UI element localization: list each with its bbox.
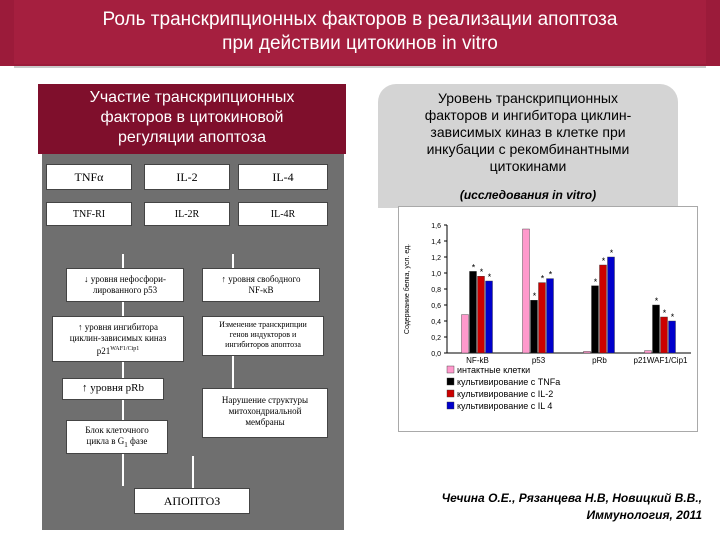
chart-bar bbox=[486, 281, 493, 353]
y-tick-label: 0,0 bbox=[431, 351, 441, 358]
significance-star: * bbox=[662, 308, 667, 318]
left-title-line-3: регуляции апоптоза bbox=[118, 129, 266, 146]
legend-label: интактные клетки bbox=[457, 365, 531, 375]
y-axis-label: Содержание белка, усл. ед. bbox=[404, 243, 411, 335]
chart-bar bbox=[478, 276, 485, 353]
legend-label: культивирование с TNFa bbox=[457, 377, 561, 387]
significance-star: * bbox=[670, 312, 675, 322]
slide-header bbox=[0, 0, 720, 66]
right-title-line-4: инкубации с рекомбинантными bbox=[426, 141, 630, 157]
significance-star: * bbox=[593, 276, 598, 287]
x-category-label: p53 bbox=[531, 356, 546, 365]
slide-title-line-1: Роль транскрипционных факторов в реализации апоптоза bbox=[102, 9, 618, 30]
x-category-label: NF-kB bbox=[466, 356, 489, 365]
node-mito-line-3: мембраны bbox=[245, 417, 285, 427]
chart-panel bbox=[398, 206, 698, 432]
block-g-subscript: 1 bbox=[124, 440, 128, 449]
node-block-line-2 bbox=[67, 436, 167, 451]
chart-bar bbox=[592, 286, 599, 353]
chart-bar bbox=[645, 351, 652, 353]
chart-bar bbox=[539, 283, 546, 353]
right-panel-title bbox=[378, 90, 678, 175]
apoptosis-flow-diagram bbox=[42, 154, 344, 530]
y-tick-label: 1,0 bbox=[431, 271, 441, 278]
chart-bar bbox=[531, 300, 538, 353]
y-tick-label: 1,2 bbox=[431, 255, 441, 262]
connector-line bbox=[232, 350, 234, 390]
legend-label: культивирование с IL-2 bbox=[457, 389, 554, 399]
significance-star: * bbox=[479, 267, 484, 278]
node-p53-line-2: лированного р53 bbox=[92, 285, 158, 295]
significance-star: * bbox=[487, 272, 492, 282]
cytokine-tnfa: TNFα bbox=[46, 164, 132, 190]
node-inhib-line-3 bbox=[53, 344, 183, 357]
legend-swatch bbox=[447, 390, 454, 397]
left-title-line-2: факторов в цитокиновой bbox=[100, 109, 284, 126]
significance-star: * bbox=[471, 262, 476, 273]
receptor-il4r: IL-4R bbox=[238, 202, 328, 226]
node-p53-decrease bbox=[66, 268, 184, 302]
protein-level-chart bbox=[399, 207, 697, 431]
chart-bar bbox=[523, 229, 530, 353]
node-inhib-line-2: циклин-зависимых киназ bbox=[69, 333, 167, 343]
citation-line-1: Чечина О.Е., Рязанцева Н.В, Новицкий В.В., bbox=[441, 491, 702, 505]
node-mito-line-1: Нарушение структуры bbox=[221, 395, 309, 405]
header-divider bbox=[14, 66, 706, 68]
significance-star: * bbox=[601, 256, 606, 266]
receptor-il2r: IL-2R bbox=[144, 202, 230, 226]
p21-label: р21 bbox=[96, 346, 111, 356]
cytokine-il2: IL-2 bbox=[144, 164, 230, 190]
legend-swatch bbox=[447, 366, 454, 373]
right-title-line-3: зависимых киназ в клетке при bbox=[430, 124, 626, 140]
receptor-tnfri: TNF-RI bbox=[46, 202, 132, 226]
connector-line bbox=[122, 450, 124, 486]
node-block-line-1: Блок клеточного bbox=[85, 425, 149, 435]
node-mitochondrial-membrane bbox=[202, 388, 328, 438]
legend-swatch bbox=[447, 402, 454, 409]
right-title-line-5: цитокинами bbox=[489, 158, 567, 174]
left-panel-title bbox=[38, 88, 346, 148]
node-genes-line-3: ингибиторов апоптоза bbox=[225, 340, 301, 349]
p21-superscript: WAF1/Cip1 bbox=[110, 346, 140, 352]
significance-star: * bbox=[540, 273, 545, 284]
chart-bar bbox=[608, 257, 615, 353]
chart-bar bbox=[547, 279, 554, 353]
node-genes-line-2: генов индукторов и bbox=[229, 330, 297, 339]
chart-bar bbox=[653, 305, 660, 353]
legend-label: культивирование с IL 4 bbox=[457, 401, 553, 411]
node-nfkb-increase bbox=[202, 268, 320, 302]
chart-bar bbox=[669, 321, 676, 353]
x-category-label: p21WAF1/Cip1 bbox=[633, 356, 688, 365]
significance-star: * bbox=[548, 269, 553, 280]
node-genes-line-1: Изменение транскрипции bbox=[219, 320, 307, 329]
chart-bar bbox=[462, 315, 469, 353]
chart-bar bbox=[661, 317, 668, 353]
block-tail-label: фазе bbox=[127, 436, 148, 446]
node-p53-line-1: ↓ уровня нефосфори- bbox=[84, 274, 166, 284]
citation bbox=[390, 490, 702, 524]
node-apoptosis: АПОПТОЗ bbox=[134, 488, 250, 514]
y-tick-label: 1,6 bbox=[431, 223, 441, 230]
right-title-line-2: факторов и ингибитора циклин- bbox=[424, 107, 632, 123]
node-nfkb-line-1: ↑ уровня свободного bbox=[221, 274, 301, 284]
right-title-line-1: Уровень транскрипционных bbox=[438, 90, 618, 106]
node-prb-increase: ↑ уровня pRb bbox=[62, 378, 164, 400]
node-nfkb-line-2: NF-κB bbox=[248, 285, 274, 295]
chart-bar bbox=[470, 271, 477, 353]
legend-swatch bbox=[447, 378, 454, 385]
cytokine-il4: IL-4 bbox=[238, 164, 328, 190]
slide-title bbox=[14, 8, 706, 56]
right-panel-subtitle: (исследования in vitro) bbox=[459, 188, 597, 202]
block-g-label: цикла в G bbox=[86, 436, 125, 446]
y-tick-label: 0,4 bbox=[431, 319, 441, 326]
y-tick-label: 0,2 bbox=[431, 335, 441, 342]
node-gene-transcription bbox=[202, 316, 324, 356]
citation-line-2: Иммунология, 2011 bbox=[586, 508, 702, 522]
y-tick-label: 0,8 bbox=[431, 287, 441, 294]
chart-bar bbox=[600, 265, 607, 353]
y-tick-label: 0,6 bbox=[431, 303, 441, 310]
node-p21-inhibitor bbox=[52, 316, 184, 362]
node-mito-line-2: митохондриальной bbox=[228, 406, 302, 416]
x-category-label: pRb bbox=[592, 356, 607, 365]
chart-bar bbox=[584, 351, 591, 353]
significance-star: * bbox=[532, 291, 537, 302]
slide-title-line-2: при действии цитокинов in vitro bbox=[222, 33, 498, 54]
significance-star: * bbox=[654, 296, 659, 306]
node-inhib-line-1: ↑ уровня ингибитора bbox=[77, 322, 159, 332]
y-tick-label: 1,4 bbox=[431, 239, 441, 246]
significance-star: * bbox=[609, 248, 614, 258]
node-cell-cycle-block bbox=[66, 420, 168, 454]
left-title-line-1: Участие транскрипционных bbox=[89, 89, 295, 106]
